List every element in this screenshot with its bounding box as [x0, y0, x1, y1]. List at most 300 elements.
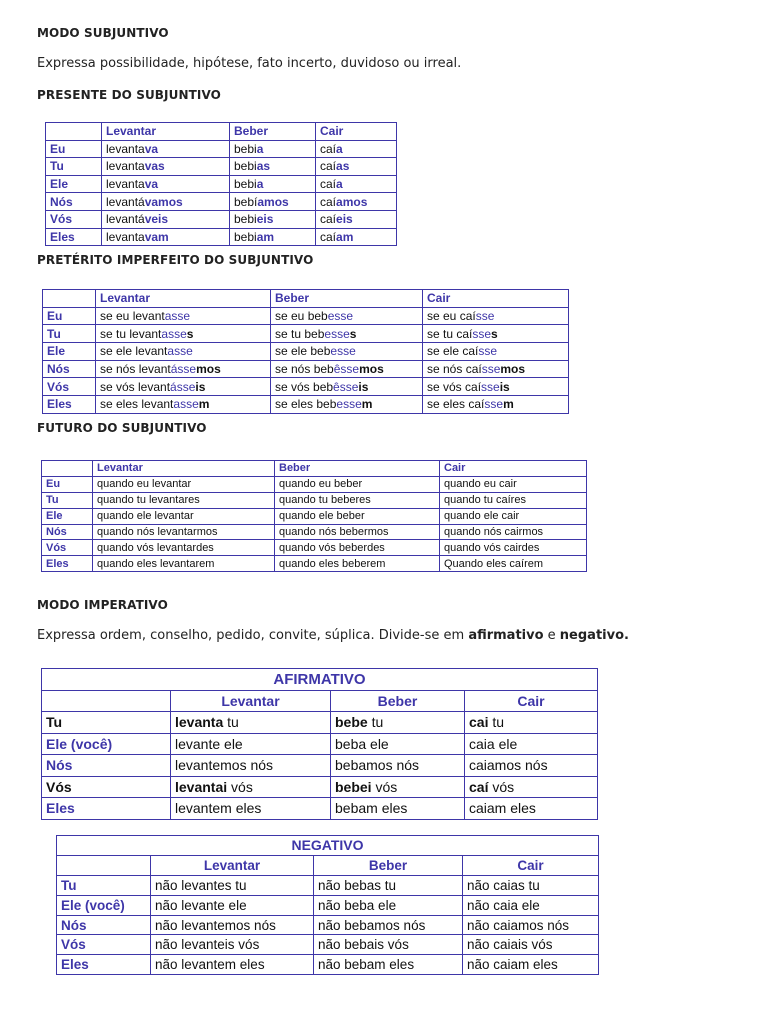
- beber-cell: quando tu beberes: [275, 492, 440, 508]
- table-row: [57, 895, 599, 915]
- verb-stem: se vós caí: [427, 379, 482, 394]
- verb-ending: va: [144, 141, 159, 156]
- verb-suffix: sse: [478, 344, 498, 359]
- table-title: AFIRMATIVO: [42, 669, 598, 691]
- verb-form: caiamos nós: [469, 757, 548, 774]
- table-row: [57, 935, 599, 955]
- verb-ending: vas: [144, 159, 165, 174]
- verb-pronoun: tu: [488, 714, 505, 731]
- verb-stem: se nós beb: [275, 362, 334, 377]
- verb-stem: se vós levant: [100, 379, 171, 394]
- verb-suffix: sse: [337, 344, 356, 359]
- levantar-cell: quando eu levantar: [93, 476, 275, 492]
- table-title: NEGATIVO: [57, 836, 599, 856]
- imperfeito-heading: PRETÉRITO IMPERFEITO DO SUBJUNTIVO: [37, 253, 314, 267]
- verb-ending: va: [144, 177, 159, 192]
- verb-ending: amos: [336, 194, 368, 209]
- levantar-cell: não levantem eles: [151, 955, 314, 975]
- levantar-cell: quando eles levantarem: [93, 556, 275, 572]
- verb-suffix: sse: [484, 397, 504, 412]
- levantar-cell: [102, 175, 230, 193]
- pronoun-cell: Tu: [42, 492, 93, 508]
- beber-cell: [331, 776, 465, 798]
- cair-cell: quando ele cair: [440, 508, 587, 524]
- beber-cell: [331, 755, 465, 777]
- table-row: [46, 228, 397, 246]
- table-title-row: [57, 836, 599, 856]
- levantar-cell: não levantemos nós: [151, 915, 314, 935]
- verb-pronoun: vós: [371, 778, 398, 795]
- verb-person-ending: is: [195, 379, 206, 394]
- verb-person-ending: s: [186, 326, 194, 341]
- verb-pronoun: vós: [488, 778, 515, 795]
- cair-cell: não caiais vós: [463, 935, 599, 955]
- pronoun-cell: Vós: [43, 378, 96, 396]
- verb-form: levantem eles: [175, 800, 262, 817]
- beber-cell: [271, 307, 423, 325]
- verb-form: levantai: [175, 778, 228, 795]
- verb-stem: levanta: [106, 177, 145, 192]
- table-row: [42, 540, 587, 556]
- verb-stem: bebi: [234, 141, 257, 156]
- levantar-cell: [102, 210, 230, 228]
- verb-ending: vam: [144, 229, 169, 244]
- verb-ending: amos: [257, 194, 289, 209]
- pronoun-cell: Eles: [57, 955, 151, 975]
- column-header: Beber: [331, 690, 465, 712]
- levantar-cell: [171, 712, 331, 734]
- pronoun-cell: Ele: [43, 343, 96, 361]
- verb-person-ending: mos: [500, 362, 526, 377]
- corner-cell: [42, 690, 171, 712]
- pronoun-cell: Vós: [42, 540, 93, 556]
- cair-cell: quando tu caíres: [440, 492, 587, 508]
- verb-suffix: sse: [475, 309, 495, 324]
- levantar-cell: [171, 798, 331, 820]
- presente-table: [45, 122, 397, 246]
- pronoun-cell: Nós: [42, 524, 93, 540]
- beber-cell: [271, 343, 423, 361]
- pronoun-cell: Eu: [42, 476, 93, 492]
- levantar-cell: [102, 158, 230, 176]
- imperativo-heading: MODO IMPERATIVO: [37, 598, 168, 612]
- verb-form: cai: [469, 714, 489, 731]
- cair-cell: [465, 776, 598, 798]
- table-header-row: [57, 855, 599, 875]
- beber-cell: [271, 378, 423, 396]
- column-header: Levantar: [171, 690, 331, 712]
- levantar-cell: [102, 228, 230, 246]
- verb-suffix: sse: [180, 397, 199, 412]
- levantar-cell: quando ele levantar: [93, 508, 275, 524]
- imperativo-description: [37, 628, 629, 643]
- verb-stem: se tu beb: [275, 326, 325, 341]
- verb-ending: as: [336, 159, 350, 174]
- pronoun-cell: Vós: [46, 210, 102, 228]
- levantar-cell: quando nós levantarmos: [93, 524, 275, 540]
- table-row: [46, 193, 397, 211]
- verb-vowel: a: [167, 344, 175, 359]
- pronoun-cell: Eles: [43, 396, 96, 414]
- column-header: Cair: [440, 461, 587, 477]
- cair-cell: [316, 140, 397, 158]
- verb-suffix: sse: [481, 379, 500, 394]
- verb-form: levante ele: [175, 735, 243, 752]
- verb-stem: bebi: [234, 177, 257, 192]
- corner-cell: [57, 855, 151, 875]
- pronoun-cell: Tu: [46, 158, 102, 176]
- table-row: [43, 343, 569, 361]
- table-row: [43, 325, 569, 343]
- verb-suffix: sse: [177, 362, 197, 377]
- subjuntivo-description: Expressa possibilidade, hipótese, fato incerto, duvidoso ou irreal.: [37, 56, 462, 71]
- table-row: [43, 396, 569, 414]
- verb-vowel: ê: [333, 379, 340, 394]
- pronoun-cell: Ele (você): [57, 895, 151, 915]
- cair-cell: não caias tu: [463, 875, 599, 895]
- verb-vowel: á: [170, 379, 177, 394]
- cair-cell: [316, 228, 397, 246]
- cair-cell: [423, 343, 569, 361]
- table-row: [42, 508, 587, 524]
- beber-cell: [271, 360, 423, 378]
- pronoun-cell: Tu: [42, 712, 171, 734]
- verb-vowel: a: [161, 326, 169, 341]
- levantar-cell: [102, 193, 230, 211]
- verb-person-ending: m: [198, 397, 210, 412]
- table-row: [42, 524, 587, 540]
- cair-cell: [316, 210, 397, 228]
- verb-stem: se nós caí: [427, 362, 482, 377]
- afirmativo-table: [41, 668, 598, 820]
- table-row: [42, 476, 587, 492]
- column-header: Cair: [423, 290, 569, 308]
- verb-form: caiam eles: [469, 800, 536, 817]
- cair-cell: [465, 798, 598, 820]
- cair-cell: [465, 733, 598, 755]
- pronoun-cell: Nós: [43, 360, 96, 378]
- pronoun-cell: Vós: [42, 776, 171, 798]
- verb-stem: caí: [320, 177, 337, 192]
- table-row: [46, 210, 397, 228]
- verb-form: beba ele: [335, 735, 389, 752]
- futuro-table: [41, 460, 587, 572]
- levantar-cell: [96, 396, 271, 414]
- verb-pronoun: tu: [367, 714, 384, 731]
- verb-stem: bebi: [234, 159, 257, 174]
- verb-form: bebe: [335, 714, 368, 731]
- verb-stem: bebi: [234, 212, 257, 227]
- levantar-cell: não levante ele: [151, 895, 314, 915]
- verb-vowel: á: [170, 362, 178, 377]
- cair-cell: [423, 396, 569, 414]
- table-row: [42, 492, 587, 508]
- column-header: Cair: [465, 690, 598, 712]
- verb-vowel: e: [336, 397, 344, 412]
- table-row: [42, 733, 598, 755]
- beber-cell: [230, 158, 316, 176]
- levantar-cell: [96, 307, 271, 325]
- pronoun-cell: Vós: [57, 935, 151, 955]
- imperativo-desc-text: Expressa ordem, conselho, pedido, convite, súplica. Divide-se em: [37, 628, 469, 643]
- cair-cell: [423, 360, 569, 378]
- verb-stem: levantá: [106, 212, 145, 227]
- verb-form: bebei: [335, 778, 372, 795]
- beber-cell: [271, 325, 423, 343]
- verb-vowel: a: [173, 397, 181, 412]
- cair-cell: não caiam eles: [463, 955, 599, 975]
- column-header: Beber: [230, 123, 316, 141]
- beber-cell: não beba ele: [314, 895, 463, 915]
- verb-pronoun: vós: [227, 778, 253, 795]
- verb-form: levantemos nós: [175, 757, 274, 774]
- verb-suffix: sse: [168, 326, 187, 341]
- verb-stem: levanta: [106, 229, 145, 244]
- imperativo-desc-negativo: negativo.: [559, 628, 629, 643]
- subjuntivo-heading: MODO SUBJUNTIVO: [37, 26, 169, 40]
- column-header: Levantar: [93, 461, 275, 477]
- verb-stem: se tu caí: [427, 326, 473, 341]
- pronoun-cell: Eles: [42, 798, 171, 820]
- beber-cell: [331, 798, 465, 820]
- verb-suffix: sse: [171, 309, 191, 324]
- beber-cell: [230, 210, 316, 228]
- verb-person-ending: is: [358, 379, 369, 394]
- cair-cell: não caiamos nós: [463, 915, 599, 935]
- cair-cell: [423, 307, 569, 325]
- verb-person-ending: mos: [359, 362, 384, 377]
- levantar-cell: não levanteis vós: [151, 935, 314, 955]
- levantar-cell: quando vós levantardes: [93, 540, 275, 556]
- table-row: [57, 875, 599, 895]
- column-header: Levantar: [96, 290, 271, 308]
- levantar-cell: [171, 755, 331, 777]
- imperfeito-table: [42, 289, 569, 414]
- futuro-heading: FUTURO DO SUBJUNTIVO: [37, 421, 207, 435]
- pronoun-cell: Eles: [42, 556, 93, 572]
- verb-suffix: sse: [331, 326, 350, 341]
- verb-stem: se eles caí: [427, 397, 485, 412]
- beber-cell: quando eles beberem: [275, 556, 440, 572]
- table-title-row: [42, 669, 598, 691]
- verb-vowel: e: [327, 309, 335, 324]
- verb-form: bebam eles: [335, 800, 408, 817]
- column-header: Cair: [463, 855, 599, 875]
- column-header: Beber: [275, 461, 440, 477]
- levantar-cell: [96, 343, 271, 361]
- imperativo-desc-connector: e: [543, 628, 560, 643]
- cair-cell: quando eu cair: [440, 476, 587, 492]
- table-row: [57, 915, 599, 935]
- verb-stem: caí: [320, 194, 337, 209]
- verb-suffix: sse: [176, 379, 196, 394]
- verb-stem: caí: [320, 141, 337, 156]
- table-row: [42, 798, 598, 820]
- verb-vowel: a: [164, 309, 172, 324]
- imperativo-desc-afirmativo: afirmativo: [468, 628, 544, 643]
- table-row: [43, 378, 569, 396]
- verb-pronoun: tu: [223, 714, 239, 731]
- pronoun-cell: Nós: [57, 915, 151, 935]
- verb-ending: eis: [336, 212, 353, 227]
- beber-cell: quando ele beber: [275, 508, 440, 524]
- levantar-cell: [96, 378, 271, 396]
- beber-cell: não bebam eles: [314, 955, 463, 975]
- beber-cell: quando vós beberdes: [275, 540, 440, 556]
- verb-vowel: e: [324, 326, 332, 341]
- levantar-cell: [171, 776, 331, 798]
- table-header-row: [43, 290, 569, 308]
- verb-stem: levantá: [106, 194, 145, 209]
- verb-ending: as: [256, 159, 271, 174]
- verb-ending: veis: [144, 212, 169, 227]
- verb-stem: se eles beb: [275, 397, 337, 412]
- verb-stem: se eu levant: [100, 309, 165, 324]
- corner-cell: [46, 123, 102, 141]
- column-header: Cair: [316, 123, 397, 141]
- verb-suffix: sse: [334, 309, 354, 324]
- pronoun-cell: Tu: [43, 325, 96, 343]
- verb-stem: se eu beb: [275, 309, 328, 324]
- pronoun-cell: Tu: [57, 875, 151, 895]
- cair-cell: não caia ele: [463, 895, 599, 915]
- beber-cell: [230, 228, 316, 246]
- levantar-cell: não levantes tu: [151, 875, 314, 895]
- verb-ending: a: [256, 177, 264, 192]
- table-row: [46, 175, 397, 193]
- beber-cell: [230, 193, 316, 211]
- table-row: [43, 360, 569, 378]
- verb-form: caí: [469, 778, 489, 795]
- table-row: [46, 158, 397, 176]
- levantar-cell: [96, 325, 271, 343]
- corner-cell: [42, 461, 93, 477]
- verb-ending: a: [256, 141, 264, 156]
- verb-stem: levanta: [106, 141, 145, 156]
- verb-stem: se vós beb: [275, 379, 334, 394]
- pronoun-cell: Ele: [46, 175, 102, 193]
- verb-form: levanta: [175, 714, 224, 731]
- corner-cell: [43, 290, 96, 308]
- beber-cell: quando eu beber: [275, 476, 440, 492]
- cair-cell: [465, 712, 598, 734]
- beber-cell: [331, 733, 465, 755]
- verb-vowel: ê: [333, 362, 341, 377]
- verb-stem: se ele levant: [100, 344, 168, 359]
- cair-cell: Quando eles caírem: [440, 556, 587, 572]
- beber-cell: não bebais vós: [314, 935, 463, 955]
- beber-cell: [331, 712, 465, 734]
- verb-person-ending: is: [499, 379, 510, 394]
- beber-cell: não bebamos nós: [314, 915, 463, 935]
- verb-form: bebamos nós: [335, 757, 420, 774]
- beber-cell: quando nós bebermos: [275, 524, 440, 540]
- verb-person-ending: s: [349, 326, 357, 341]
- verb-vowel: e: [330, 344, 338, 359]
- cair-cell: [316, 193, 397, 211]
- levantar-cell: quando tu levantares: [93, 492, 275, 508]
- verb-ending: a: [336, 177, 343, 192]
- pronoun-cell: Eu: [43, 307, 96, 325]
- negativo-table: [56, 835, 599, 975]
- table-row: [42, 556, 587, 572]
- verb-ending: am: [256, 229, 275, 244]
- verb-stem: bebí: [234, 194, 258, 209]
- pronoun-cell: Ele (você): [42, 733, 171, 755]
- levantar-cell: [96, 360, 271, 378]
- verb-stem: bebi: [234, 229, 257, 244]
- pronoun-cell: Eles: [46, 228, 102, 246]
- verb-suffix: sse: [340, 362, 360, 377]
- verb-stem: se ele beb: [275, 344, 331, 359]
- verb-stem: se eu caí: [427, 309, 476, 324]
- levantar-cell: [171, 733, 331, 755]
- verb-person-ending: s: [491, 326, 498, 341]
- verb-stem: se nós levant: [100, 362, 171, 377]
- cair-cell: [423, 378, 569, 396]
- verb-ending: eis: [256, 212, 274, 227]
- beber-cell: [230, 140, 316, 158]
- verb-suffix: sse: [472, 326, 492, 341]
- pronoun-cell: Eu: [46, 140, 102, 158]
- verb-suffix: sse: [481, 362, 501, 377]
- pronoun-cell: Nós: [46, 193, 102, 211]
- column-header: Beber: [271, 290, 423, 308]
- verb-person-ending: m: [503, 397, 514, 412]
- table-row: [42, 755, 598, 777]
- verb-person-ending: m: [361, 397, 373, 412]
- table-row: [42, 776, 598, 798]
- column-header: Levantar: [102, 123, 230, 141]
- cair-cell: quando vós cairdes: [440, 540, 587, 556]
- verb-suffix: sse: [174, 344, 193, 359]
- table-row: [46, 140, 397, 158]
- cair-cell: [316, 175, 397, 193]
- presente-heading: PRESENTE DO SUBJUNTIVO: [37, 88, 221, 102]
- cair-cell: quando nós cairmos: [440, 524, 587, 540]
- table-row: [42, 712, 598, 734]
- table-header-row: [46, 123, 397, 141]
- verb-stem: se ele caí: [427, 344, 479, 359]
- table-header-row: [42, 690, 598, 712]
- verb-stem: se tu levant: [100, 326, 162, 341]
- cair-cell: [316, 158, 397, 176]
- verb-stem: caí: [320, 229, 337, 244]
- verb-person-ending: mos: [196, 362, 221, 377]
- table-row: [57, 955, 599, 975]
- verb-suffix: sse: [339, 379, 359, 394]
- pronoun-cell: Nós: [42, 755, 171, 777]
- table-row: [43, 307, 569, 325]
- verb-ending: vamos: [144, 194, 183, 209]
- column-header: Beber: [314, 855, 463, 875]
- levantar-cell: [102, 140, 230, 158]
- verb-stem: caí: [320, 212, 337, 227]
- table-header-row: [42, 461, 587, 477]
- beber-cell: [271, 396, 423, 414]
- cair-cell: [465, 755, 598, 777]
- verb-ending: a: [336, 141, 343, 156]
- verb-stem: levanta: [106, 159, 145, 174]
- verb-form: caia ele: [469, 735, 518, 752]
- cair-cell: [423, 325, 569, 343]
- beber-cell: não bebas tu: [314, 875, 463, 895]
- verb-suffix: sse: [343, 397, 362, 412]
- verb-stem: caí: [320, 159, 337, 174]
- beber-cell: [230, 175, 316, 193]
- column-header: Levantar: [151, 855, 314, 875]
- pronoun-cell: Ele: [42, 508, 93, 524]
